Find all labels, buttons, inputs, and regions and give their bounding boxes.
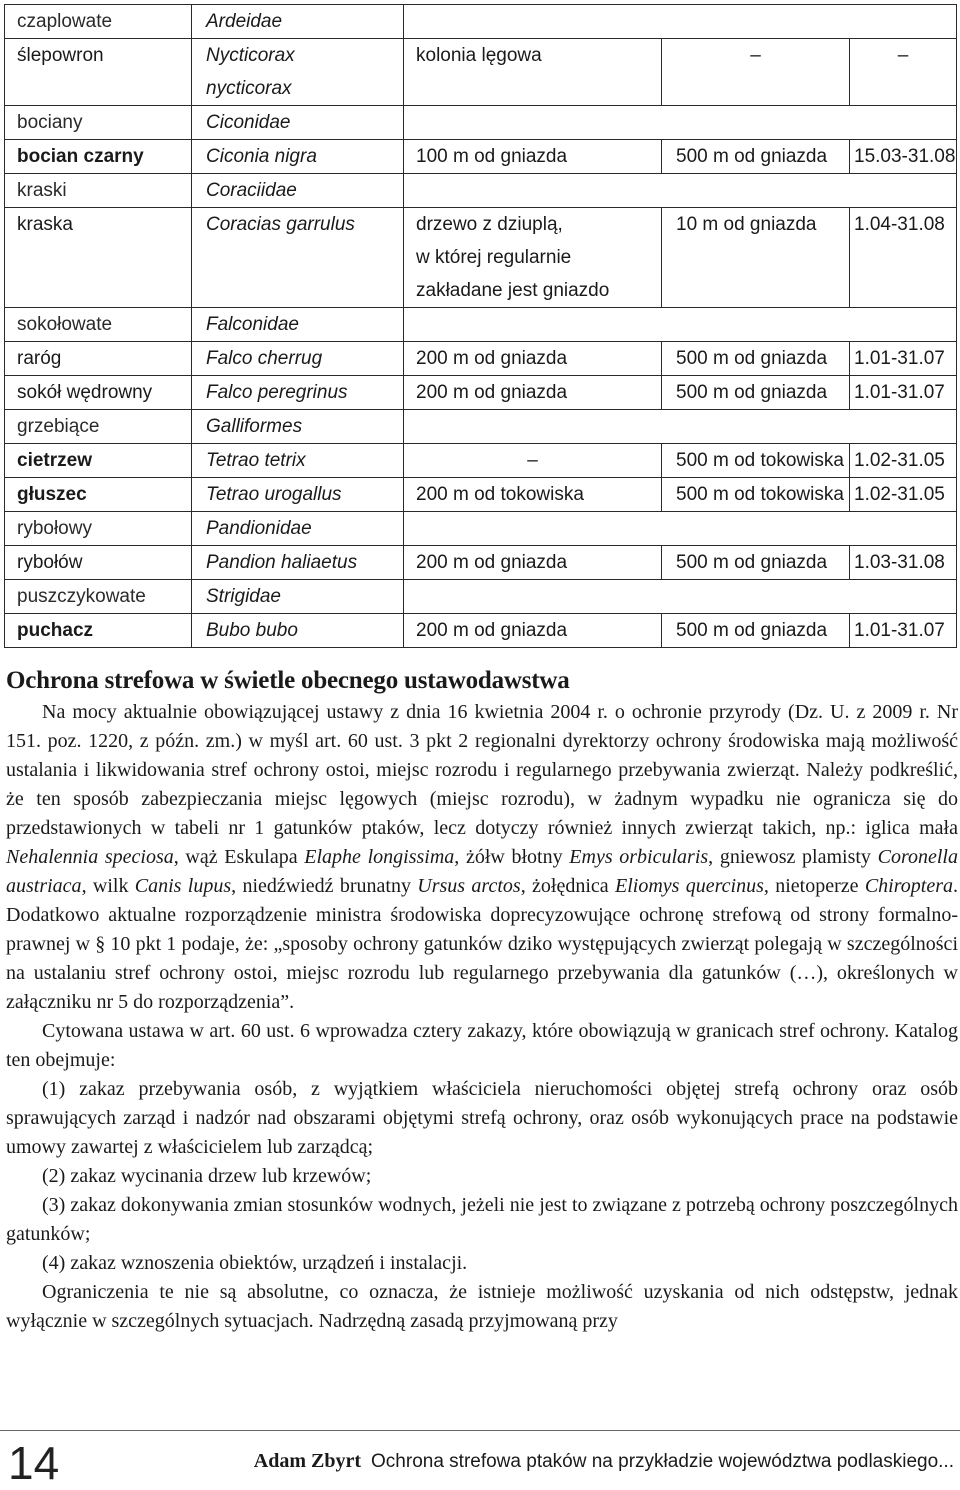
latin-name-line: Nycticorax <box>206 45 295 66</box>
empty-cell <box>404 512 957 546</box>
family-name-polish: rybołowy <box>5 512 192 546</box>
seasonal-period: 1.01-31.07 <box>850 376 957 410</box>
family-name-latin: Coraciidae <box>192 174 404 208</box>
species-name-polish: kraska <box>5 208 192 308</box>
table-category-row <box>5 580 957 614</box>
zone-line: zakładane jest gniazdo <box>416 280 610 301</box>
partial-protection-zone: 500 m od gniazda <box>662 140 850 174</box>
latin-name-line: Tetrao tetrix <box>206 450 306 471</box>
table-species-row <box>5 39 957 106</box>
zone-line: 200 m od gniazda <box>416 348 568 369</box>
seasonal-period: 15.03-31.08 <box>850 140 957 174</box>
table-species-row <box>5 478 957 512</box>
empty-cell <box>404 410 957 444</box>
full-protection-zone <box>404 208 662 308</box>
paragraph: Ograniczenia te nie są absolutne, co oznacza, że istnieje możliwość uzyskania od nich odstępstw, jednak wyłącznie w szczególnych sytuacjach. Nadrzędną zasadą przyjmowaną przy <box>6 1281 958 1332</box>
family-name-polish: bociany <box>5 106 192 140</box>
table-species-row <box>5 140 957 174</box>
seasonal-period: 1.02-31.05 <box>850 478 957 512</box>
species-name-latin <box>192 376 404 410</box>
species-name-latin <box>192 140 404 174</box>
species-name-polish: sokół wędrowny <box>5 376 192 410</box>
species-name-latin <box>192 39 404 106</box>
family-name-latin: Strigidae <box>192 580 404 614</box>
footer-title: Ochrona strefowa ptaków na przykładzie województwa podlaskiego... <box>371 1451 954 1472</box>
table-category-row <box>5 5 957 39</box>
family-name-polish: czaplowate <box>5 5 192 39</box>
species-name-latin <box>192 208 404 308</box>
partial-protection-zone: 500 m od gniazda <box>662 546 850 580</box>
family-name-latin: Galliformes <box>192 410 404 444</box>
species-name-polish: bocian czarny <box>5 140 192 174</box>
partial-protection-zone: – <box>662 39 850 106</box>
latin-name-line: Ciconia nigra <box>206 146 317 167</box>
species-name-latin <box>192 546 404 580</box>
species-name-polish: raróg <box>5 342 192 376</box>
table-category-row <box>5 512 957 546</box>
latin-name-line: Falco cherrug <box>206 348 323 369</box>
prohibition-item: (2) zakaz wycinania drzew lub krzewów; <box>42 1165 372 1187</box>
full-protection-zone <box>404 342 662 376</box>
seasonal-period: 1.01-31.07 <box>850 614 957 648</box>
empty-cell <box>404 5 957 39</box>
section-heading: Ochrona strefowa w świetle obecnego ustawodawstwa <box>6 667 570 694</box>
zone-line: 200 m od gniazda <box>416 620 568 641</box>
species-name-latin <box>192 614 404 648</box>
paragraph: Cytowana ustawa w art. 60 ust. 6 wprowadza cztery zakazy, które obowiązują w granicach stref ochrony. Katalog ten obejmuje: <box>6 1020 958 1071</box>
partial-protection-zone: 500 m od tokowiska <box>662 444 850 478</box>
section-body <box>6 698 958 1336</box>
species-name-latin <box>192 444 404 478</box>
empty-cell <box>404 174 957 208</box>
zone-line: w której regularnie <box>416 247 572 268</box>
species-table-body <box>5 5 957 648</box>
latin-name-line: Pandion haliaetus <box>206 552 358 573</box>
latin-name-line: nycticorax <box>206 78 292 99</box>
zone-line: 100 m od gniazda <box>416 146 568 167</box>
family-name-polish: sokołowate <box>5 308 192 342</box>
family-name-latin: Pandionidae <box>192 512 404 546</box>
table-species-row <box>5 342 957 376</box>
latin-name-line: Falco peregrinus <box>206 382 348 403</box>
seasonal-period: 1.01-31.07 <box>850 342 957 376</box>
table-species-row <box>5 444 957 478</box>
table-category-row <box>5 410 957 444</box>
latin-name-line: Bubo bubo <box>206 620 298 641</box>
zone-line: 200 m od gniazda <box>416 382 568 403</box>
seasonal-period: 1.02-31.05 <box>850 444 957 478</box>
paragraph: Na mocy aktualnie obowiązującej ustawy z dnia 16 kwietnia 2004 r. o ochronie przyrody (Dz. U. z 2009 r. Nr 151. poz. 1220, z późn. zm.) w myśl art. 60 ust. 3 pkt 2 regionalni dyrektorzy ochrony środowiska mają możliwość ustalania i likwidowania stref ochrony ostoi, miejsc rozrodu i regularnego przebywania zwierząt. Należy podkreślić, że ten sposób zabezpieczania miejsc lęgowych (miejsc rozrodu), w żadnym wypadku nie ogranicza się do przedstawionych w tabeli nr 1 gatunków ptaków, lecz dotyczy również innych zwierząt takich, np.: iglica mała Nehalennia speciosa, wąż Eskulapa Elaphe longissima, żółw błotny Emys orbicularis, gniewosz plamisty Coronella austriaca, wilk Canis lupus, niedźwiedź brunatny Ursus arctos, żołędnica Eliomys quercinus, nietoperze Chiroptera. Dodatkowo aktualne rozporządzenie ministra środowiska doprecyzowujące ochronę strefową od strony formalno-prawnej w § 10 pkt 1 podaje, że: „sposoby ochrony gatunków dziko występujących zwierząt polegają w szczególności na ustalaniu stref ochrony ostoi, miejsc rozrodu lub regularnego przebywania dla gatunków (…), określonych w załączniku nr 5 do rozporządzenia”. <box>6 701 958 1013</box>
prohibition-item: (4) zakaz wznoszenia obiektów, urządzeń i instalacji. <box>42 1252 468 1274</box>
table-species-row <box>5 614 957 648</box>
species-name-polish: rybołów <box>5 546 192 580</box>
full-protection-zone <box>404 478 662 512</box>
full-protection-zone <box>404 614 662 648</box>
zone-line: – <box>527 450 538 471</box>
footer-rule <box>0 1430 960 1431</box>
family-name-polish: grzebiące <box>5 410 192 444</box>
table-category-row <box>5 174 957 208</box>
family-name-latin: Ardeidae <box>192 5 404 39</box>
full-protection-zone <box>404 376 662 410</box>
empty-cell <box>404 308 957 342</box>
empty-cell <box>404 106 957 140</box>
full-protection-zone <box>404 140 662 174</box>
species-name-polish: cietrzew <box>5 444 192 478</box>
family-name-latin: Falconidae <box>192 308 404 342</box>
species-name-latin <box>192 478 404 512</box>
prohibition-item: (1) zakaz przebywania osób, z wyjątkiem właściciela nieruchomości objętej strefą ochrony oraz osób sprawujących zarząd i nadzór nad obszarami objętymi strefą ochrony, oraz osób wykonujących prace na podstawie umowy zawartej z właścicielem lub zarządcą; <box>6 1078 958 1158</box>
zone-line: drzewo z dziuplą, <box>416 214 563 235</box>
running-footer <box>254 1448 954 1475</box>
zone-line: kolonia lęgowa <box>416 45 542 66</box>
family-name-polish: puszczykowate <box>5 580 192 614</box>
seasonal-period: 1.04-31.08 <box>850 208 957 308</box>
table-species-row <box>5 376 957 410</box>
family-name-latin: Ciconidae <box>192 106 404 140</box>
partial-protection-zone: 500 m od tokowiska <box>662 478 850 512</box>
latin-name-line: Coracias garrulus <box>206 214 355 235</box>
table-category-row <box>5 308 957 342</box>
table-category-row <box>5 106 957 140</box>
zone-line: 200 m od gniazda <box>416 552 568 573</box>
partial-protection-zone: 500 m od gniazda <box>662 376 850 410</box>
empty-cell <box>404 580 957 614</box>
species-name-polish: głuszec <box>5 478 192 512</box>
species-protection-table <box>4 4 957 648</box>
partial-protection-zone: 500 m od gniazda <box>662 614 850 648</box>
zone-line: 200 m od tokowiska <box>416 484 584 505</box>
article-section <box>6 664 958 1336</box>
partial-protection-zone: 500 m od gniazda <box>662 342 850 376</box>
prohibition-item: (3) zakaz dokonywania zmian stosunków wodnych, jeżeli nie jest to związane z potrzebą ochrony poszczególnych gatunków; <box>6 1194 958 1245</box>
species-name-polish: puchacz <box>5 614 192 648</box>
table-species-row <box>5 546 957 580</box>
species-name-polish: ślepowron <box>5 39 192 106</box>
family-name-polish: kraski <box>5 174 192 208</box>
full-protection-zone <box>404 546 662 580</box>
seasonal-period: 1.03-31.08 <box>850 546 957 580</box>
latin-name-line: Tetrao urogallus <box>206 484 342 505</box>
table-species-row <box>5 208 957 308</box>
full-protection-zone <box>404 444 662 478</box>
footer-author: Adam Zbyrt <box>253 1450 362 1472</box>
seasonal-period: – <box>850 39 957 106</box>
partial-protection-zone: 10 m od gniazda <box>662 208 850 308</box>
species-name-latin <box>192 342 404 376</box>
full-protection-zone <box>404 39 662 106</box>
page-number: 14 <box>8 1437 60 1489</box>
